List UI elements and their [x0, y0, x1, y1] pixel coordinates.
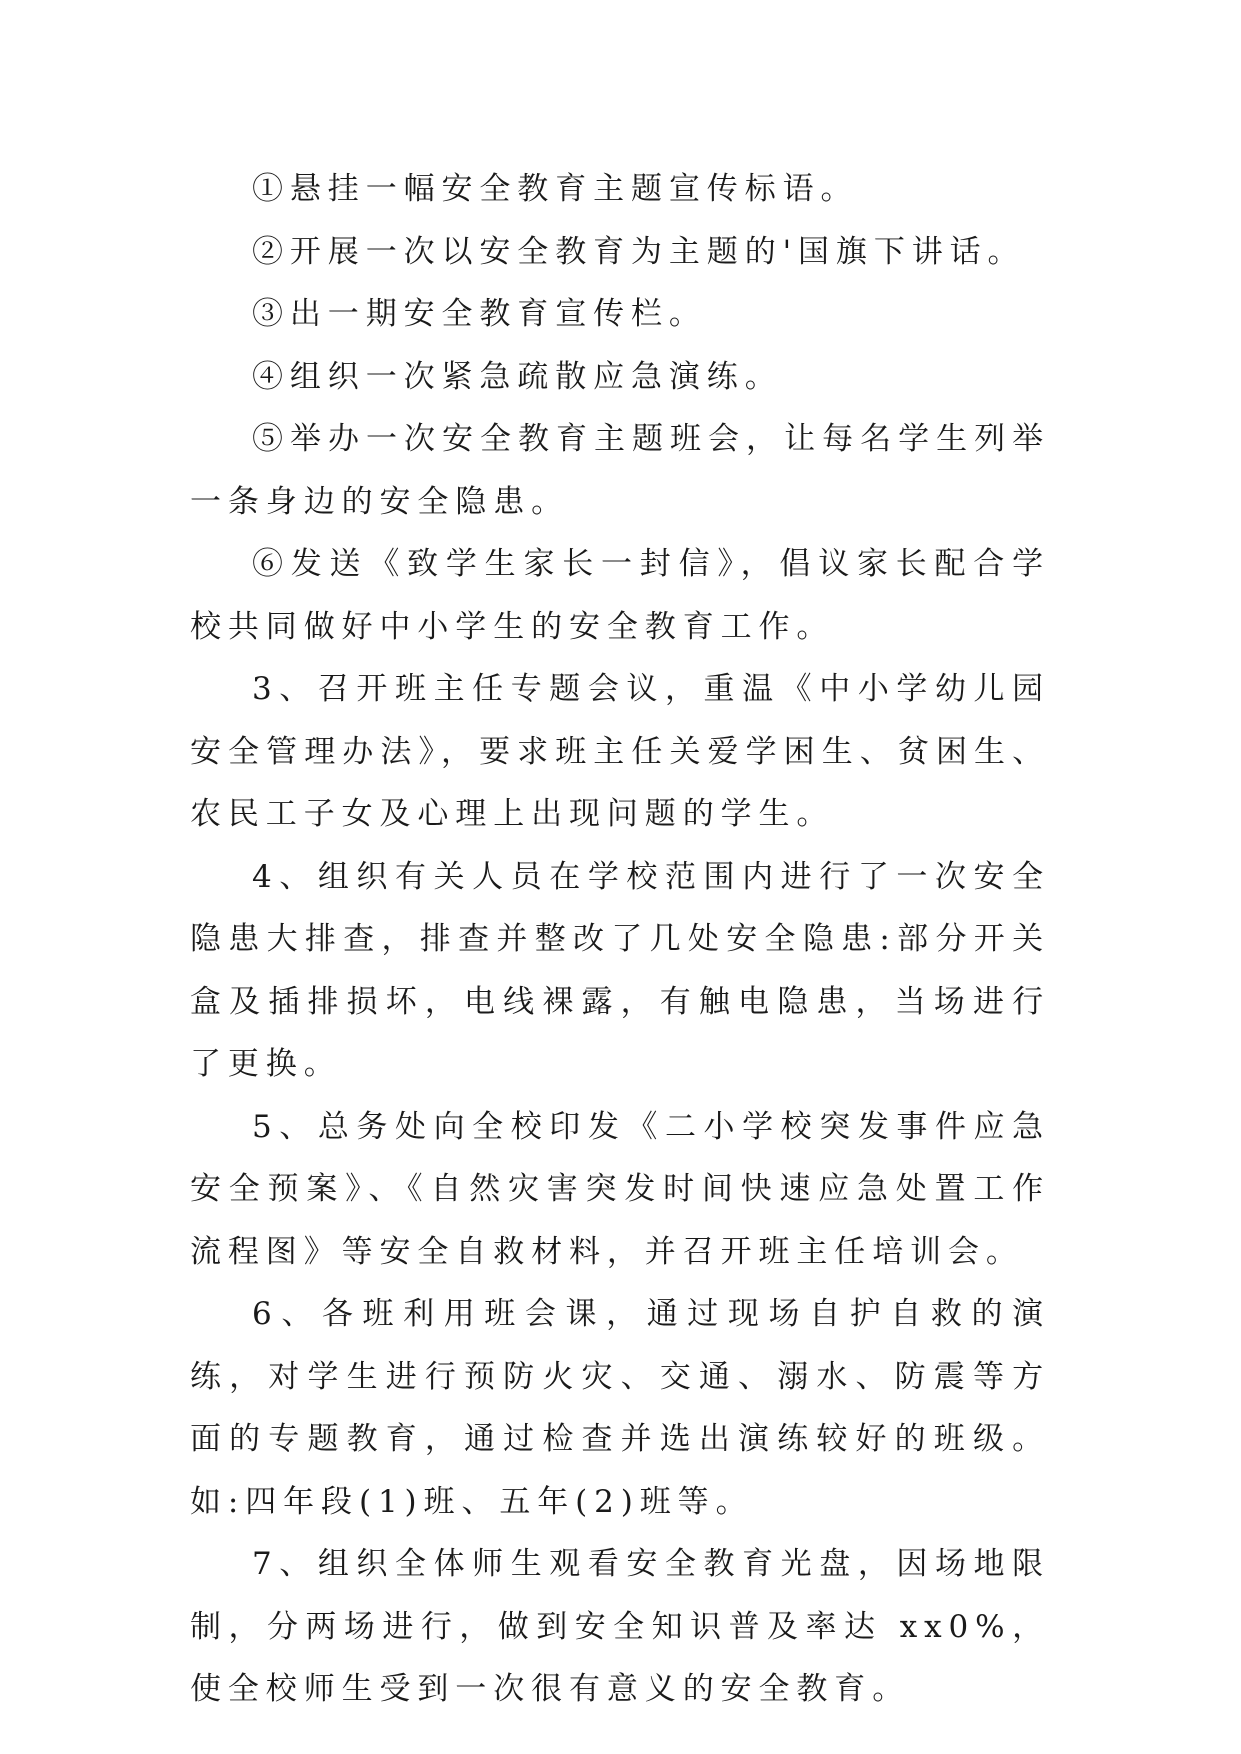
paragraph-item-6: 6、各班利用班会课，通过现场自护自救的演练，对学生进行预防火灾、交通、溺水、防震等方面的专题教育，通过检查并选出演练较好的班级。如:四年段(1)班、五年(2)班等。 [190, 1296, 1050, 1520]
paragraph-activity-1: ①悬挂一幅安全教育主题宣传标语。 [252, 171, 859, 207]
paragraph-activity-6: ⑥发送《致学生家长一封信》，倡议家长配合学校共同做好中小学生的安全教育工作。 [190, 546, 1050, 645]
paragraph-item-5: 5、总务处向全校印发《二小学校突发事件应急安全预案》、《自然灾害突发时间快速应急处置工作流程图》等安全自救材料，并召开班主任培训会。 [190, 1108, 1050, 1270]
paragraph-item-3: 3、召开班主任专题会议，重温《中小学幼儿园安全管理办法》，要求班主任关爱学困生、贫困生、农民工子女及心理上出现问题的学生。 [190, 671, 1050, 832]
paragraph-activity-4: ④组织一次紧急疏散应急演练。 [252, 358, 783, 395]
paragraph-activity-2: ②开展一次以安全教育为主题的'国旗下讲话。 [252, 233, 1026, 270]
paragraph-item-7: 7、组织全体师生观看安全教育光盘，因场地限制，分两场进行，做到安全知识普及率达 xx0%，使全校师生受到一次很有意义的安全教育。 [190, 1546, 1050, 1707]
document-body [190, 158, 1050, 1721]
paragraph-activity-5: ⑤举办一次安全教育主题班会，让每名学生列举一条身边的安全隐患。 [190, 421, 1050, 520]
paragraph-item-4: 4、组织有关人员在学校范围内进行了一次安全隐患大排查，排查并整改了几处安全隐患:部分开关盒及插排损坏，电线裸露，有触电隐患，当场进行了更换。 [190, 858, 1050, 1082]
paragraph-activity-3: ③出一期安全教育宣传栏。 [252, 296, 707, 332]
